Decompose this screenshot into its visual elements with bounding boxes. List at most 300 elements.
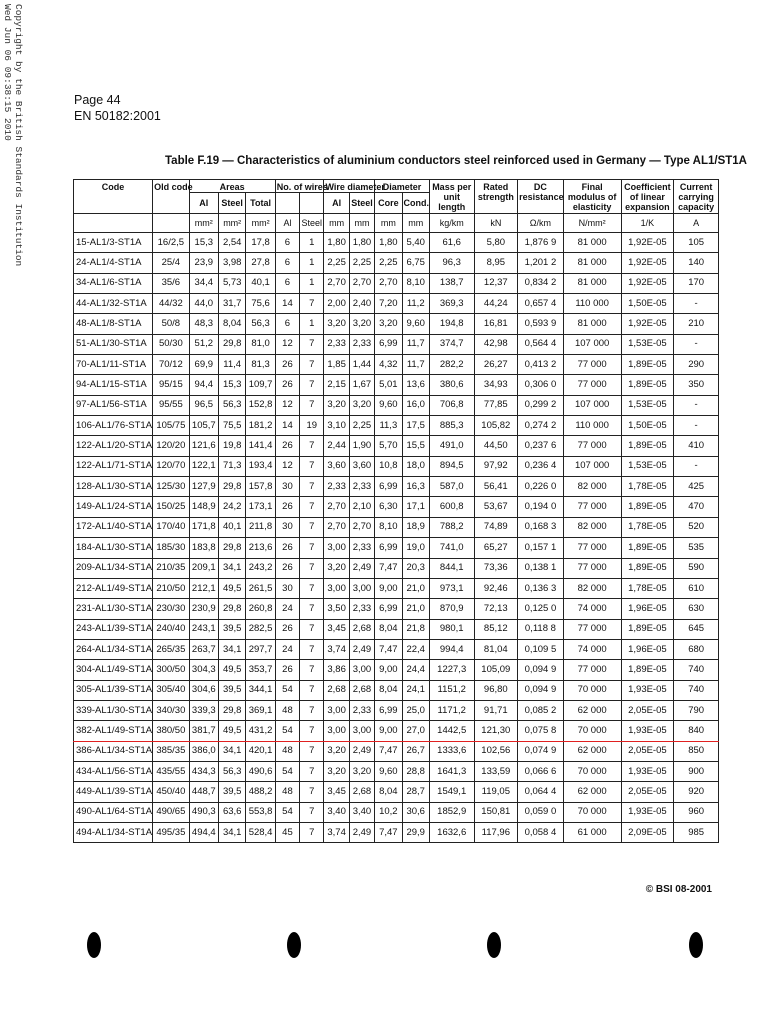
cell-mass: 96,3 bbox=[429, 253, 474, 273]
units-row bbox=[74, 214, 719, 233]
cell-rated-strength: 150,81 bbox=[474, 802, 518, 822]
cell-cond-dia: 24,1 bbox=[402, 680, 429, 700]
cell-coefficient: 1,53E-05 bbox=[621, 334, 674, 354]
cell-area-al: 48,3 bbox=[189, 314, 218, 334]
cell-wire-dia-al: 2,33 bbox=[324, 477, 349, 497]
cell-mass: 741,0 bbox=[429, 538, 474, 558]
cell-modulus: 77 000 bbox=[563, 660, 621, 680]
cell-old-code: 16/2,5 bbox=[153, 233, 190, 253]
cell-area-total: 344,1 bbox=[246, 680, 275, 700]
cell-cond-dia: 20,3 bbox=[402, 558, 429, 578]
unit-coefficient: 1/K bbox=[621, 214, 674, 233]
cell-wire-dia-steel: 2,70 bbox=[349, 273, 374, 293]
cell-mass: 491,0 bbox=[429, 436, 474, 456]
cell-area-total: 157,8 bbox=[246, 477, 275, 497]
cell-rated-strength: 8,95 bbox=[474, 253, 518, 273]
table-row bbox=[74, 802, 719, 822]
cell-old-code: 170/40 bbox=[153, 517, 190, 537]
cell-area-al: 304,6 bbox=[189, 680, 218, 700]
binder-hole-mark bbox=[487, 932, 501, 958]
cell-area-al: 212,1 bbox=[189, 578, 218, 598]
cell-core-dia: 9,00 bbox=[375, 660, 402, 680]
cell-area-total: 353,7 bbox=[246, 660, 275, 680]
cell-wires-al: 48 bbox=[275, 782, 299, 802]
cell-wire-dia-al: 2,33 bbox=[324, 334, 349, 354]
cell-rated-strength: 117,96 bbox=[474, 822, 518, 842]
cell-core-dia: 9,00 bbox=[375, 578, 402, 598]
cell-wire-dia-al: 3,00 bbox=[324, 578, 349, 598]
cell-core-dia: 6,99 bbox=[375, 700, 402, 720]
cell-wire-dia-al: 1,85 bbox=[324, 355, 349, 375]
cell-wires-steel: 7 bbox=[300, 700, 324, 720]
table-row bbox=[74, 700, 719, 720]
cell-area-al: 122,1 bbox=[189, 456, 218, 476]
cell-cond-dia: 21,0 bbox=[402, 599, 429, 619]
cell-area-al: 148,9 bbox=[189, 497, 218, 517]
cell-cond-dia: 9,60 bbox=[402, 314, 429, 334]
cell-wires-al: 26 bbox=[275, 660, 299, 680]
cell-area-total: 181,2 bbox=[246, 416, 275, 436]
cell-rated-strength: 97,92 bbox=[474, 456, 518, 476]
subheader-wire-al: Al bbox=[324, 193, 349, 214]
cell-code: 243-AL1/39-ST1A bbox=[74, 619, 153, 639]
cell-code: 51-AL1/30-ST1A bbox=[74, 334, 153, 354]
cell-wire-dia-al: 2,68 bbox=[324, 680, 349, 700]
table-row bbox=[74, 497, 719, 517]
cell-modulus: 81 000 bbox=[563, 253, 621, 273]
cell-wires-steel: 7 bbox=[300, 334, 324, 354]
cell-area-al: 183,8 bbox=[189, 538, 218, 558]
table-row bbox=[74, 314, 719, 334]
cell-wires-steel: 7 bbox=[300, 538, 324, 558]
cell-wires-steel: 7 bbox=[300, 721, 324, 741]
cell-code: 212-AL1/49-ST1A bbox=[74, 578, 153, 598]
cell-area-al: 127,9 bbox=[189, 477, 218, 497]
cell-mass: 282,2 bbox=[429, 355, 474, 375]
cell-area-total: 109,7 bbox=[246, 375, 275, 395]
cell-rated-strength: 85,12 bbox=[474, 619, 518, 639]
header-current: Current carrying capacity bbox=[674, 180, 719, 214]
table-row bbox=[74, 456, 719, 476]
cell-current-capacity: 740 bbox=[674, 680, 719, 700]
table-row bbox=[74, 538, 719, 558]
cell-core-dia: 10,8 bbox=[375, 456, 402, 476]
cell-area-al: 386,0 bbox=[189, 741, 218, 761]
cell-current-capacity: 590 bbox=[674, 558, 719, 578]
cell-area-al: 434,3 bbox=[189, 761, 218, 781]
cell-core-dia: 10,2 bbox=[375, 802, 402, 822]
cell-dc-resistance: 1,201 2 bbox=[518, 253, 564, 273]
cell-area-total: 81,3 bbox=[246, 355, 275, 375]
cell-old-code: 50/30 bbox=[153, 334, 190, 354]
cell-area-total: 420,1 bbox=[246, 741, 275, 761]
table-row bbox=[74, 619, 719, 639]
page-number: Page 44 bbox=[74, 93, 121, 107]
header-no-of-wires: No. of wires bbox=[275, 180, 324, 193]
unit-mass: kg/km bbox=[429, 214, 474, 233]
cell-code: 128-AL1/30-ST1A bbox=[74, 477, 153, 497]
cell-wire-dia-steel: 2,70 bbox=[349, 517, 374, 537]
table-row bbox=[74, 334, 719, 354]
cell-dc-resistance: 0,085 2 bbox=[518, 700, 564, 720]
cell-wire-dia-steel: 2,33 bbox=[349, 599, 374, 619]
header-mass: Mass per unit length bbox=[429, 180, 474, 214]
subheader-wire-steel: Steel bbox=[349, 193, 374, 214]
cell-area-steel: 29,8 bbox=[219, 477, 246, 497]
cell-modulus: 107 000 bbox=[563, 334, 621, 354]
cell-old-code: 185/30 bbox=[153, 538, 190, 558]
cell-code: 149-AL1/24-ST1A bbox=[74, 497, 153, 517]
cell-area-total: 193,4 bbox=[246, 456, 275, 476]
cell-area-total: 282,5 bbox=[246, 619, 275, 639]
cell-coefficient: 1,53E-05 bbox=[621, 395, 674, 415]
unit-cell-empty bbox=[74, 214, 153, 233]
cell-dc-resistance: 0,118 8 bbox=[518, 619, 564, 639]
cell-code: 70-AL1/11-ST1A bbox=[74, 355, 153, 375]
cell-cond-dia: 27,0 bbox=[402, 721, 429, 741]
cell-code: 15-AL1/3-ST1A bbox=[74, 233, 153, 253]
unit-core: mm bbox=[375, 214, 402, 233]
cell-area-total: 260,8 bbox=[246, 599, 275, 619]
cell-rated-strength: 73,36 bbox=[474, 558, 518, 578]
cell-area-steel: 49,5 bbox=[219, 721, 246, 741]
cell-current-capacity: 350 bbox=[674, 375, 719, 395]
cell-dc-resistance: 0,834 2 bbox=[518, 273, 564, 293]
cell-core-dia: 8,04 bbox=[375, 782, 402, 802]
cell-area-steel: 24,2 bbox=[219, 497, 246, 517]
cell-current-capacity: 170 bbox=[674, 273, 719, 293]
cell-cond-dia: 5,40 bbox=[402, 233, 429, 253]
cell-wires-al: 6 bbox=[275, 253, 299, 273]
table-head bbox=[74, 180, 719, 233]
cell-mass: 1333,6 bbox=[429, 741, 474, 761]
cell-mass: 587,0 bbox=[429, 477, 474, 497]
cell-wires-al: 45 bbox=[275, 822, 299, 842]
cell-old-code: 150/25 bbox=[153, 497, 190, 517]
cell-wire-dia-steel: 1,67 bbox=[349, 375, 374, 395]
cell-wire-dia-steel: 2,25 bbox=[349, 253, 374, 273]
cell-area-al: 243,1 bbox=[189, 619, 218, 639]
cell-area-steel: 75,5 bbox=[219, 416, 246, 436]
cell-wire-dia-steel: 2,33 bbox=[349, 538, 374, 558]
cell-wire-dia-steel: 1,44 bbox=[349, 355, 374, 375]
cell-area-total: 243,2 bbox=[246, 558, 275, 578]
cell-area-total: 369,1 bbox=[246, 700, 275, 720]
cell-modulus: 62 000 bbox=[563, 700, 621, 720]
cell-wire-dia-al: 2,15 bbox=[324, 375, 349, 395]
cell-wires-al: 26 bbox=[275, 375, 299, 395]
cell-wire-dia-al: 3,10 bbox=[324, 416, 349, 436]
unit-area-al: mm² bbox=[189, 214, 218, 233]
cell-wires-steel: 7 bbox=[300, 782, 324, 802]
cell-wires-steel: 7 bbox=[300, 599, 324, 619]
cell-area-steel: 56,3 bbox=[219, 761, 246, 781]
table-row bbox=[74, 477, 719, 497]
cell-wire-dia-al: 3,20 bbox=[324, 395, 349, 415]
cell-area-steel: 39,5 bbox=[219, 782, 246, 802]
cell-area-steel: 34,1 bbox=[219, 741, 246, 761]
cell-core-dia: 8,04 bbox=[375, 619, 402, 639]
cell-modulus: 110 000 bbox=[563, 294, 621, 314]
header-coefficient: Coefficient of linear expansion bbox=[621, 180, 674, 214]
cell-code: 44-AL1/32-ST1A bbox=[74, 294, 153, 314]
cell-rated-strength: 56,41 bbox=[474, 477, 518, 497]
cell-dc-resistance: 0,094 9 bbox=[518, 660, 564, 680]
cell-code: 449-AL1/39-ST1A bbox=[74, 782, 153, 802]
cell-rated-strength: 105,82 bbox=[474, 416, 518, 436]
cell-code: 97-AL1/56-ST1A bbox=[74, 395, 153, 415]
cell-current-capacity: 210 bbox=[674, 314, 719, 334]
cell-code: 231-AL1/30-ST1A bbox=[74, 599, 153, 619]
cell-old-code: 44/32 bbox=[153, 294, 190, 314]
cell-wires-al: 54 bbox=[275, 761, 299, 781]
cell-cond-dia: 22,4 bbox=[402, 639, 429, 659]
cell-modulus: 62 000 bbox=[563, 741, 621, 761]
cell-wire-dia-steel: 2,68 bbox=[349, 782, 374, 802]
cell-core-dia: 7,47 bbox=[375, 822, 402, 842]
cell-area-steel: 15,3 bbox=[219, 375, 246, 395]
cell-current-capacity: - bbox=[674, 334, 719, 354]
cell-old-code: 25/4 bbox=[153, 253, 190, 273]
cell-current-capacity: - bbox=[674, 416, 719, 436]
cell-old-code: 300/50 bbox=[153, 660, 190, 680]
cell-area-al: 51,2 bbox=[189, 334, 218, 354]
cell-area-steel: 29,8 bbox=[219, 599, 246, 619]
cell-wires-steel: 7 bbox=[300, 619, 324, 639]
header-dc-resistance: DC resistance bbox=[518, 180, 564, 214]
cell-modulus: 82 000 bbox=[563, 517, 621, 537]
cell-rated-strength: 42,98 bbox=[474, 334, 518, 354]
cell-current-capacity: 960 bbox=[674, 802, 719, 822]
cell-wires-steel: 7 bbox=[300, 761, 324, 781]
cell-wires-al: 48 bbox=[275, 700, 299, 720]
cell-code: 48-AL1/8-ST1A bbox=[74, 314, 153, 334]
cell-mass: 1632,6 bbox=[429, 822, 474, 842]
cell-current-capacity: 535 bbox=[674, 538, 719, 558]
cell-area-total: 488,2 bbox=[246, 782, 275, 802]
subheader-wires-spacer bbox=[275, 193, 299, 214]
cell-current-capacity: 410 bbox=[674, 436, 719, 456]
cell-mass: 600,8 bbox=[429, 497, 474, 517]
cell-area-steel: 31,7 bbox=[219, 294, 246, 314]
cell-area-al: 304,3 bbox=[189, 660, 218, 680]
cell-modulus: 77 000 bbox=[563, 619, 621, 639]
cell-cond-dia: 21,8 bbox=[402, 619, 429, 639]
cell-coefficient: 1,89E-05 bbox=[621, 375, 674, 395]
cell-wire-dia-steel: 2,49 bbox=[349, 822, 374, 842]
cell-mass: 194,8 bbox=[429, 314, 474, 334]
cell-old-code: 495/35 bbox=[153, 822, 190, 842]
cell-area-steel: 11,4 bbox=[219, 355, 246, 375]
cell-current-capacity: 900 bbox=[674, 761, 719, 781]
cell-dc-resistance: 0,059 0 bbox=[518, 802, 564, 822]
cell-old-code: 265/35 bbox=[153, 639, 190, 659]
cell-area-total: 40,1 bbox=[246, 273, 275, 293]
cell-wire-dia-al: 2,25 bbox=[324, 253, 349, 273]
cell-wire-dia-steel: 2,68 bbox=[349, 619, 374, 639]
cell-old-code: 120/70 bbox=[153, 456, 190, 476]
cell-mass: 369,3 bbox=[429, 294, 474, 314]
cell-current-capacity: 985 bbox=[674, 822, 719, 842]
cell-wires-steel: 7 bbox=[300, 436, 324, 456]
cell-coefficient: 1,89E-05 bbox=[621, 660, 674, 680]
cell-current-capacity: - bbox=[674, 294, 719, 314]
cell-code: 106-AL1/76-ST1A bbox=[74, 416, 153, 436]
cell-area-steel: 3,98 bbox=[219, 253, 246, 273]
binder-hole-mark bbox=[87, 932, 101, 958]
cell-modulus: 77 000 bbox=[563, 355, 621, 375]
cell-wire-dia-steel: 2,49 bbox=[349, 558, 374, 578]
cell-code: 172-AL1/40-ST1A bbox=[74, 517, 153, 537]
cell-wires-al: 26 bbox=[275, 558, 299, 578]
cell-code: 304-AL1/49-ST1A bbox=[74, 660, 153, 680]
cell-code: 382-AL1/49-ST1A bbox=[74, 721, 153, 741]
cell-current-capacity: 850 bbox=[674, 741, 719, 761]
page-header bbox=[74, 92, 161, 124]
cell-core-dia: 9,60 bbox=[375, 395, 402, 415]
unit-modulus: N/mm² bbox=[563, 214, 621, 233]
cell-wires-steel: 7 bbox=[300, 741, 324, 761]
header-modulus: Final modulus of elasticity bbox=[563, 180, 621, 214]
cell-modulus: 77 000 bbox=[563, 436, 621, 456]
cell-coefficient: 1,50E-05 bbox=[621, 416, 674, 436]
cell-wires-al: 12 bbox=[275, 334, 299, 354]
cell-dc-resistance: 0,593 9 bbox=[518, 314, 564, 334]
cell-wire-dia-steel: 3,60 bbox=[349, 456, 374, 476]
cell-cond-dia: 6,75 bbox=[402, 253, 429, 273]
cell-wires-al: 54 bbox=[275, 680, 299, 700]
cell-area-total: 75,6 bbox=[246, 294, 275, 314]
cell-wires-steel: 1 bbox=[300, 233, 324, 253]
cell-old-code: 490/65 bbox=[153, 802, 190, 822]
cell-modulus: 62 000 bbox=[563, 782, 621, 802]
cell-wires-al: 12 bbox=[275, 456, 299, 476]
subheader-wires-spacer-2 bbox=[300, 193, 324, 214]
cell-wire-dia-steel: 2,33 bbox=[349, 334, 374, 354]
cell-coefficient: 1,89E-05 bbox=[621, 497, 674, 517]
cell-area-steel: 56,3 bbox=[219, 395, 246, 415]
footer-copyright: © BSI 08-2001 bbox=[645, 884, 712, 895]
cell-area-total: 211,8 bbox=[246, 517, 275, 537]
cell-wire-dia-al: 2,00 bbox=[324, 294, 349, 314]
cell-wires-al: 54 bbox=[275, 721, 299, 741]
cell-area-steel: 49,5 bbox=[219, 660, 246, 680]
cell-area-total: 490,6 bbox=[246, 761, 275, 781]
cell-area-al: 105,7 bbox=[189, 416, 218, 436]
cell-wire-dia-al: 3,20 bbox=[324, 314, 349, 334]
table-row bbox=[74, 578, 719, 598]
cell-cond-dia: 19,0 bbox=[402, 538, 429, 558]
cell-wire-dia-al: 3,00 bbox=[324, 700, 349, 720]
cell-modulus: 61 000 bbox=[563, 822, 621, 842]
cell-area-total: 141,4 bbox=[246, 436, 275, 456]
cell-wires-al: 14 bbox=[275, 416, 299, 436]
cell-wires-al: 26 bbox=[275, 497, 299, 517]
cell-core-dia: 2,25 bbox=[375, 253, 402, 273]
cell-current-capacity: - bbox=[674, 456, 719, 476]
cell-area-steel: 8,04 bbox=[219, 314, 246, 334]
cell-coefficient: 1,92E-05 bbox=[621, 233, 674, 253]
cell-core-dia: 6,99 bbox=[375, 334, 402, 354]
cell-rated-strength: 121,30 bbox=[474, 721, 518, 741]
cell-cond-dia: 11,7 bbox=[402, 355, 429, 375]
cell-rated-strength: 34,93 bbox=[474, 375, 518, 395]
cell-wires-al: 26 bbox=[275, 436, 299, 456]
cell-modulus: 77 000 bbox=[563, 497, 621, 517]
header-rated-strength: Rated strength bbox=[474, 180, 518, 214]
cell-mass: 788,2 bbox=[429, 517, 474, 537]
cell-coefficient: 1,92E-05 bbox=[621, 253, 674, 273]
cell-area-al: 44,0 bbox=[189, 294, 218, 314]
cell-core-dia: 6,30 bbox=[375, 497, 402, 517]
cell-coefficient: 1,89E-05 bbox=[621, 558, 674, 578]
cell-coefficient: 1,89E-05 bbox=[621, 355, 674, 375]
cell-current-capacity: 290 bbox=[674, 355, 719, 375]
characteristics-table bbox=[73, 179, 719, 843]
cell-wires-al: 30 bbox=[275, 578, 299, 598]
header-old-code: Old code bbox=[153, 180, 190, 214]
cell-rated-strength: 91,71 bbox=[474, 700, 518, 720]
cell-old-code: 95/15 bbox=[153, 375, 190, 395]
cell-wires-al: 24 bbox=[275, 639, 299, 659]
unit-cell-empty bbox=[153, 214, 190, 233]
cell-area-steel: 49,5 bbox=[219, 578, 246, 598]
binder-hole-mark bbox=[287, 932, 301, 958]
copyright-watermark: Copyright by the British Standards Institution Wed Jun 06 09:38:15 2010 bbox=[2, 4, 24, 267]
standard-number: EN 50182:2001 bbox=[74, 109, 161, 123]
header-diameter: Diameter bbox=[375, 180, 430, 193]
cell-area-total: 261,5 bbox=[246, 578, 275, 598]
cell-wires-steel: 7 bbox=[300, 456, 324, 476]
cell-rated-strength: 92,46 bbox=[474, 578, 518, 598]
cell-modulus: 82 000 bbox=[563, 578, 621, 598]
cell-modulus: 81 000 bbox=[563, 233, 621, 253]
cell-core-dia: 5,01 bbox=[375, 375, 402, 395]
table-row bbox=[74, 599, 719, 619]
cell-core-dia: 3,20 bbox=[375, 314, 402, 334]
cell-coefficient: 1,93E-05 bbox=[621, 680, 674, 700]
cell-cond-dia: 29,9 bbox=[402, 822, 429, 842]
cell-coefficient: 1,96E-05 bbox=[621, 639, 674, 659]
cell-wire-dia-steel: 3,20 bbox=[349, 761, 374, 781]
cell-dc-resistance: 0,136 3 bbox=[518, 578, 564, 598]
cell-area-total: 152,8 bbox=[246, 395, 275, 415]
cell-mass: 1171,2 bbox=[429, 700, 474, 720]
cell-dc-resistance: 0,157 1 bbox=[518, 538, 564, 558]
cell-cond-dia: 11,7 bbox=[402, 334, 429, 354]
cell-dc-resistance: 0,064 4 bbox=[518, 782, 564, 802]
cell-dc-resistance: 0,168 3 bbox=[518, 517, 564, 537]
cell-current-capacity: 610 bbox=[674, 578, 719, 598]
cell-coefficient: 1,92E-05 bbox=[621, 273, 674, 293]
cell-area-steel: 29,8 bbox=[219, 538, 246, 558]
unit-wires-al: Al bbox=[275, 214, 299, 233]
cell-wires-al: 30 bbox=[275, 517, 299, 537]
table-row bbox=[74, 233, 719, 253]
cell-wires-steel: 7 bbox=[300, 639, 324, 659]
cell-code: 24-AL1/4-ST1A bbox=[74, 253, 153, 273]
cell-modulus: 70 000 bbox=[563, 802, 621, 822]
cell-area-total: 431,2 bbox=[246, 721, 275, 741]
cell-wires-steel: 7 bbox=[300, 558, 324, 578]
cell-wires-steel: 7 bbox=[300, 395, 324, 415]
cell-wires-al: 30 bbox=[275, 477, 299, 497]
cell-modulus: 81 000 bbox=[563, 314, 621, 334]
cell-wires-steel: 1 bbox=[300, 314, 324, 334]
cell-wire-dia-steel: 3,20 bbox=[349, 395, 374, 415]
cell-wires-steel: 7 bbox=[300, 294, 324, 314]
cell-area-total: 27,8 bbox=[246, 253, 275, 273]
